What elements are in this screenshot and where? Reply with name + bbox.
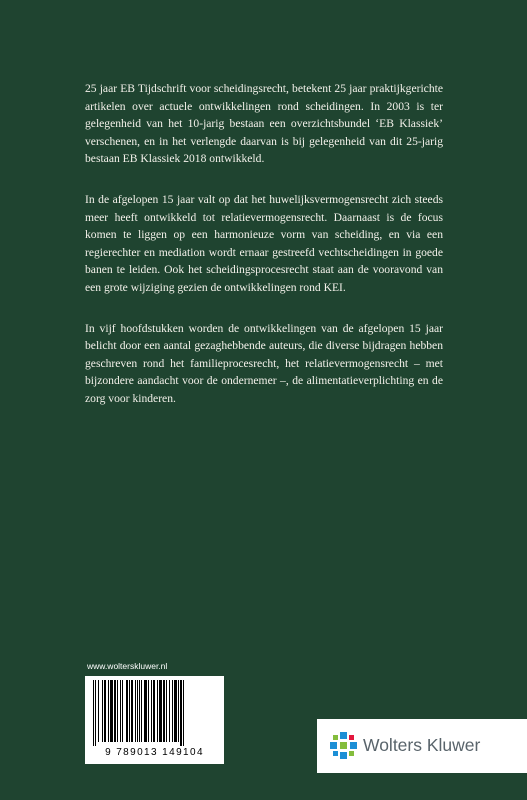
publisher-logo-panel	[317, 719, 527, 773]
website-url: www.wolterskluwer.nl	[87, 661, 168, 671]
paragraph-1: 25 jaar EB Tijdschrift voor scheidingsrecht, betekent 25 jaar praktijkgerichte artikelen over actuele ontwikkelingen rond scheidingen. In 2003 is ter gelegenheid van het 10-jarig bestaan een overzichtsbundel ‘EB Klassiek’ verschenen, en in het verlengde daarvan is bij gelegenheid van dit 25-jarig bestaan EB Klassiek 2018 ontwikkeld.	[85, 82, 443, 166]
publisher-name: Wolters Kluwer	[363, 735, 481, 755]
blurb-text	[85, 80, 443, 431]
isbn-digits: 9 789013 149104	[105, 747, 204, 758]
paragraph-3: In vijf hoofdstukken worden de ontwikkelingen van de afgelopen 15 jaar belicht door een aantal gezaghebbende auteurs, die diverse bijdragen hebben geschreven rond het familieprocesrecht, het relatievermogensrecht – met bijzondere aandacht voor de ondernemer –, de alimentatieverplichting en de zorg voor kinderen.	[85, 321, 443, 405]
wolters-kluwer-logo-icon	[330, 732, 357, 759]
paragraph-2: In de afgelopen 15 jaar valt op dat het huwelijksvermogensrecht zich steeds meer heeft ontwikkeld tot relatievermogensrecht. Daarnaast is de focus komen te liggen op een harmonieuze vorm van scheiding, en via een regierechter en mediation wordt ernaar gestreefd vechtscheidingen in goede banen te leiden. Ook het scheidingsprocesrecht staat aan de vooravond van een grote wijziging gezien de ontwikkelingen rond KEI.	[85, 192, 443, 294]
barcode-bars	[91, 680, 218, 746]
barcode	[85, 676, 224, 764]
